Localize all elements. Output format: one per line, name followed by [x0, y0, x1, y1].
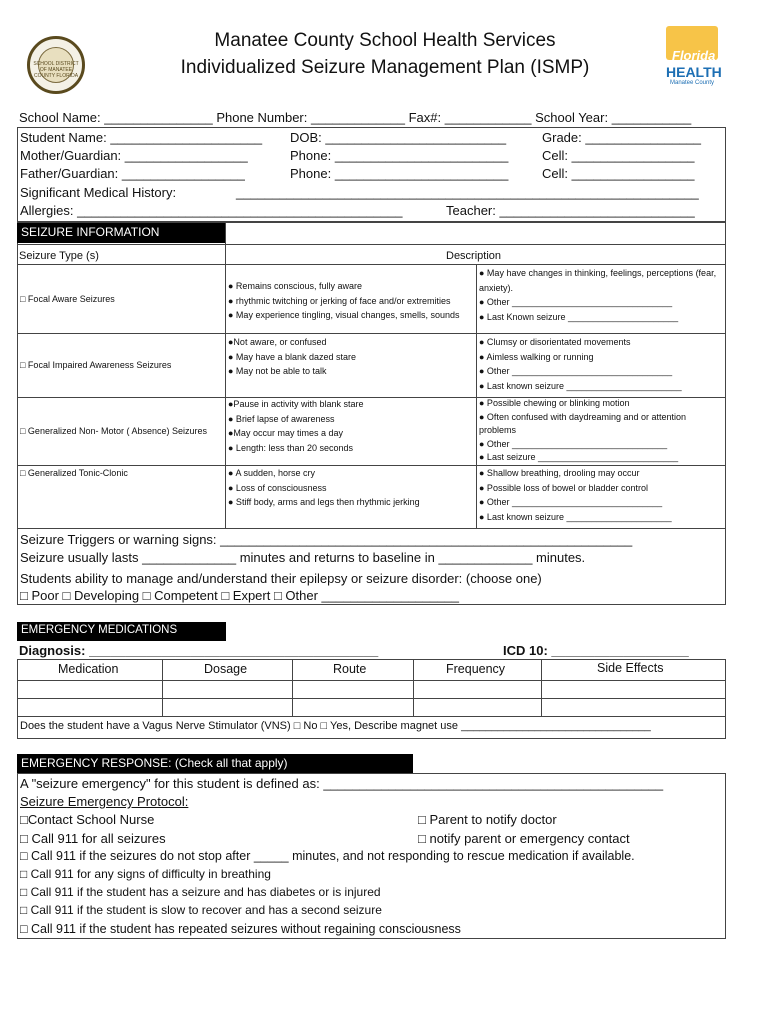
row3-mid-1: ●Pause in activity with blank stare [228, 399, 364, 409]
row3-right-1: ● Possible chewing or blinking motion [479, 398, 630, 408]
icd-field[interactable]: ICD 10: ___________________ [503, 643, 689, 658]
emergency-definition[interactable]: A "seizure emergency" for this student is defined as: _______________________________________________ [20, 776, 664, 791]
type-tonic-clonic[interactable]: □ Generalized Tonic-Clonic [20, 468, 128, 478]
row2-mid-1: ●Not aware, or confused [228, 337, 327, 347]
contact-nurse-option[interactable]: □Contact School Nurse [20, 812, 155, 827]
row4-right-4[interactable]: ● Last known seizure _____________________ [479, 511, 672, 522]
triggers-field[interactable]: Seizure Triggers or warning signs: _________________________________________________________ [20, 532, 633, 547]
father-field[interactable]: Father/Guardian: _________________ [20, 166, 245, 181]
row3-mid-2: ● Brief lapse of awareness [228, 413, 335, 424]
mother-phone-field[interactable]: Phone: ________________________ [290, 148, 509, 163]
col-route: Route [333, 662, 367, 676]
logo-county-text: Manatee County [669, 80, 715, 86]
parent-doctor-option[interactable]: □ Parent to notify doctor [418, 812, 557, 827]
row3-mid [228, 397, 364, 455]
mother-cell-field[interactable]: Cell: _________________ [542, 148, 695, 163]
row2-mid-3: ● May not be able to talk [228, 366, 327, 376]
row1-right-1: ● May have changes in thinking, feelings, perceptions (fear, [479, 268, 717, 278]
seizure-info-title: SEIZURE INFORMATION [17, 223, 225, 243]
protocol-heading: Seizure Emergency Protocol: [20, 794, 189, 809]
history-label: Significant Medical History: [20, 185, 177, 200]
col-side-effects: Side Effects [597, 661, 664, 675]
teacher-field[interactable]: Teacher: ___________________________ [446, 203, 695, 218]
mother-field[interactable]: Mother/Guardian: _________________ [20, 148, 248, 163]
row2-right-1: ● Clumsy or disorientated movements [479, 337, 631, 347]
grade-field[interactable]: Grade: ________________ [542, 130, 702, 145]
notify-parent-option[interactable]: □ notify parent or emergency contact [418, 831, 630, 846]
row3-right-4[interactable]: ● Other _______________________________ [479, 438, 668, 449]
col-seizure-type: Seizure Type (s) [19, 250, 99, 262]
history-field[interactable]: ________________________________________________________________ [236, 185, 699, 200]
row4-mid [228, 466, 420, 510]
row4-right [479, 466, 672, 524]
row2-right-4[interactable]: ● Last known seizure _______________________ [479, 380, 682, 391]
row2-mid-2: ● May have a blank dazed stare [228, 351, 357, 362]
title-line-1: Manatee County School Health Services [214, 30, 556, 51]
row4-mid-3: ● Stiff body, arms and legs then rhythmic jerking [228, 497, 420, 507]
call-not-stop-option[interactable]: □ Call 911 if the seizures do not stop after _____ minutes, and not responding to rescue medication if available. [20, 849, 635, 863]
row3-mid-4: ● Length: less than 20 seconds [228, 442, 354, 453]
row1-right-3[interactable]: ● Other ________________________________ [479, 297, 673, 307]
type-focal-aware[interactable]: □ Focal Aware Seizures [20, 294, 115, 304]
ability-question: Students ability to manage and/understand their epilepsy or seizure disorder: (choose one) [20, 571, 542, 586]
row4-mid-1: ● A sudden, horse cry [228, 468, 315, 478]
row1-right [479, 266, 716, 324]
row4-right-3[interactable]: ● Other ______________________________ [479, 497, 663, 507]
logo-florida-text: Florida [672, 48, 716, 63]
allergies-field[interactable]: Allergies: _____________________________________________ [20, 203, 403, 218]
row2-right [479, 335, 682, 393]
father-phone-field[interactable]: Phone: ________________________ [290, 166, 509, 181]
col-frequency: Frequency [446, 662, 506, 676]
row4-right-2: ● Possible loss of bowel or bladder control [479, 482, 649, 493]
row2-right-2: ● Aimless walking or running [479, 351, 594, 362]
row1-mid [228, 279, 460, 323]
student-name-field[interactable]: Student Name: _____________________ [20, 130, 263, 145]
type-absence[interactable]: □ Generalized Non- Motor ( Absence) Seizures [20, 426, 208, 436]
emergency-response-title: EMERGENCY RESPONSE: (Check all that apply) [17, 754, 413, 773]
florida-health-logo [666, 26, 722, 88]
vns-question[interactable]: Does the student have a Vagus Nerve Stimulator (VNS) □ No □ Yes, Describe magnet use _______________________________ [20, 720, 651, 732]
emergency-meds-title: EMERGENCY MEDICATIONS [17, 622, 226, 641]
row3-mid-3: ●May occur may times a day [228, 428, 343, 438]
ability-choices[interactable]: □ Poor □ Developing □ Competent □ Expert □ Other ___________________ [20, 588, 459, 603]
diagnosis-field[interactable]: Diagnosis: ________________________________________ [19, 643, 379, 658]
row4-mid-2: ● Loss of consciousness [228, 482, 327, 493]
call-breathing-option[interactable]: □ Call 911 for any signs of difficulty in breathing [20, 867, 271, 881]
school-row[interactable]: School Name: _______________ Phone Number: _____________ Fax#: ____________ School Year: ___________ [19, 110, 692, 125]
row1-right-4[interactable]: ● Last Known seizure ______________________ [479, 311, 679, 322]
col-dosage: Dosage [204, 662, 248, 676]
title-line-2: Individualized Seizure Management Plan (ISMP) [180, 57, 590, 78]
row3-right [479, 397, 686, 465]
row1-mid-2: ● rhythmic twitching or jerking of face and/or extremities [228, 295, 451, 306]
row2-right-3[interactable]: ● Other ________________________________ [479, 366, 673, 376]
logo-health-text: HEALTH [666, 64, 722, 80]
row4-right-1: ● Shallow breathing, drooling may occur [479, 468, 640, 478]
duration-field[interactable]: Seizure usually lasts _____________ minutes and returns to baseline in _____________ minutes. [20, 550, 586, 565]
col-medication: Medication [58, 662, 119, 676]
type-focal-impaired[interactable]: □ Focal Impaired Awareness Seizures [20, 360, 172, 370]
call-repeated-option[interactable]: □ Call 911 if the student has repeated seizures without regaining consciousness [20, 922, 461, 936]
row1-right-2: anxiety). [479, 282, 514, 293]
col-description: Description [446, 250, 502, 262]
seal-text: SCHOOL DISTRICT OF MANATEE COUNTY FLORIDA [33, 61, 79, 79]
call-diabetes-option[interactable]: □ Call 911 if the student has a seizure and has diabetes or is injured [20, 885, 381, 899]
row3-right-3: problems [479, 425, 517, 435]
row2-mid [228, 335, 356, 379]
father-cell-field[interactable]: Cell: _________________ [542, 166, 695, 181]
call-all-option[interactable]: □ Call 911 for all seizures [20, 831, 166, 846]
call-slow-option[interactable]: □ Call 911 if the student is slow to recover and has a second seizure [20, 903, 382, 917]
row3-right-2: ● Often confused with daydreaming and or attention [479, 411, 687, 422]
dob-field[interactable]: DOB: _________________________ [290, 130, 507, 145]
row1-mid-3: ● May experience tingling, visual changes, smells, sounds [228, 310, 460, 320]
row1-mid-1: ● Remains conscious, fully aware [228, 281, 362, 291]
row3-right-5[interactable]: ● Last seizure ____________________________ [479, 452, 679, 462]
